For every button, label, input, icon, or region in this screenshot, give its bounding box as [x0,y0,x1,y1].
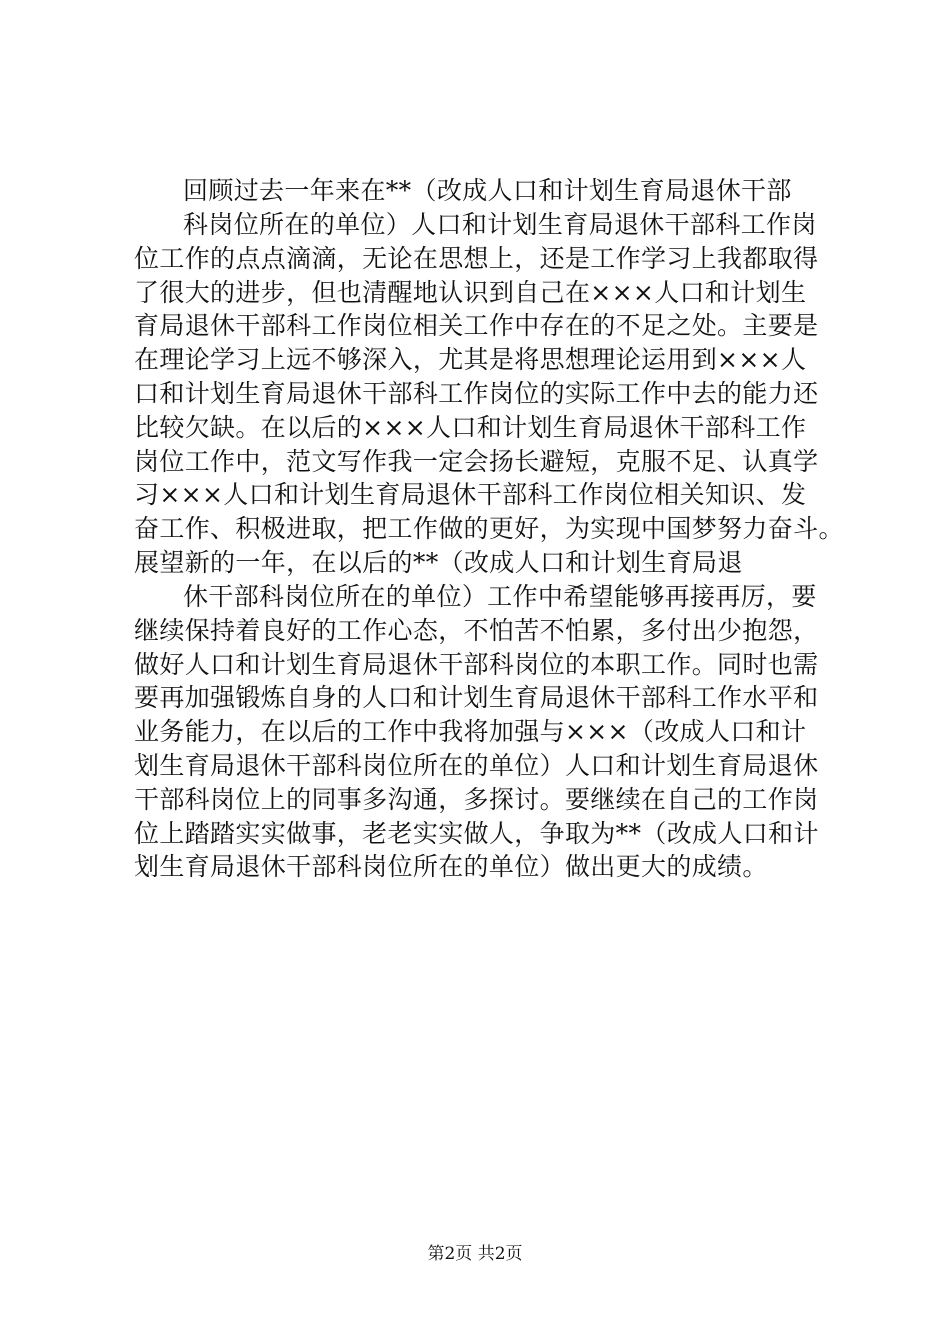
body-text-line: 口和计划生育局退休干部科工作岗位的实际工作中去的能力还 [134,379,819,408]
body-text-line: 业务能力，在以后的工作中我将加强与×××（改成人口和计 [134,717,807,746]
body-text-line: 休干部科岗位所在的单位）工作中希望能够再接再厉，要 [183,582,817,611]
body-text-line: 划生育局退休干部科岗位所在的单位）做出更大的成绩。 [134,852,768,881]
body-text-line: 做好人口和计划生育局退休干部科岗位的本职工作。同时也需 [134,650,819,679]
body-text-line: 划生育局退休干部科岗位所在的单位）人口和计划生育局退休 [134,751,819,780]
body-text-line: 展望新的一年，在以后的**（改成人口和计划生育局退 [134,548,743,577]
body-text-line: 在理论学习上远不够深入，尤其是将思想理论运用到×××人 [134,345,807,374]
body-text-line: 比较欠缺。在以后的×××人口和计划生育局退休干部科工作 [134,413,807,442]
body-text-line: 继续保持着良好的工作心态，不怕苦不怕累，多付出少抱怨， [134,616,819,645]
body-text-line: 位工作的点点滴滴，无论在思想上，还是工作学习上我都取得 [134,244,819,273]
page-number-footer: 第2页 共2页 [427,1244,523,1264]
body-text-line: 了很大的进步，但也清醒地认识到自己在×××人口和计划生 [134,278,807,307]
body-text-line: 回顾过去一年来在**（改成人口和计划生育局退休干部 [183,176,792,205]
body-text-line: 育局退休干部科工作岗位相关工作中存在的不足之处。主要是 [134,311,819,340]
body-text-line: 科岗位所在的单位）人口和计划生育局退休干部科工作岗 [183,210,817,239]
body-text-line: 习×××人口和计划生育局退休干部科工作岗位相关知识、发 [134,480,807,509]
body-text-line: 奋工作、积极进取，把工作做的更好，为实现中国梦努力奋斗。 [134,514,844,543]
body-text-line: 岗位工作中，范文写作我一定会扬长避短，克服不足、认真学 [134,447,819,476]
body-text-line: 要再加强锻炼自身的人口和计划生育局退休干部科工作水平和 [134,683,819,712]
body-text-line: 位上踏踏实实做事，老老实实做人，争取为**（改成人口和计 [134,819,819,848]
body-text-line: 干部科岗位上的同事多沟通，多探讨。要继续在自己的工作岗 [134,785,819,814]
